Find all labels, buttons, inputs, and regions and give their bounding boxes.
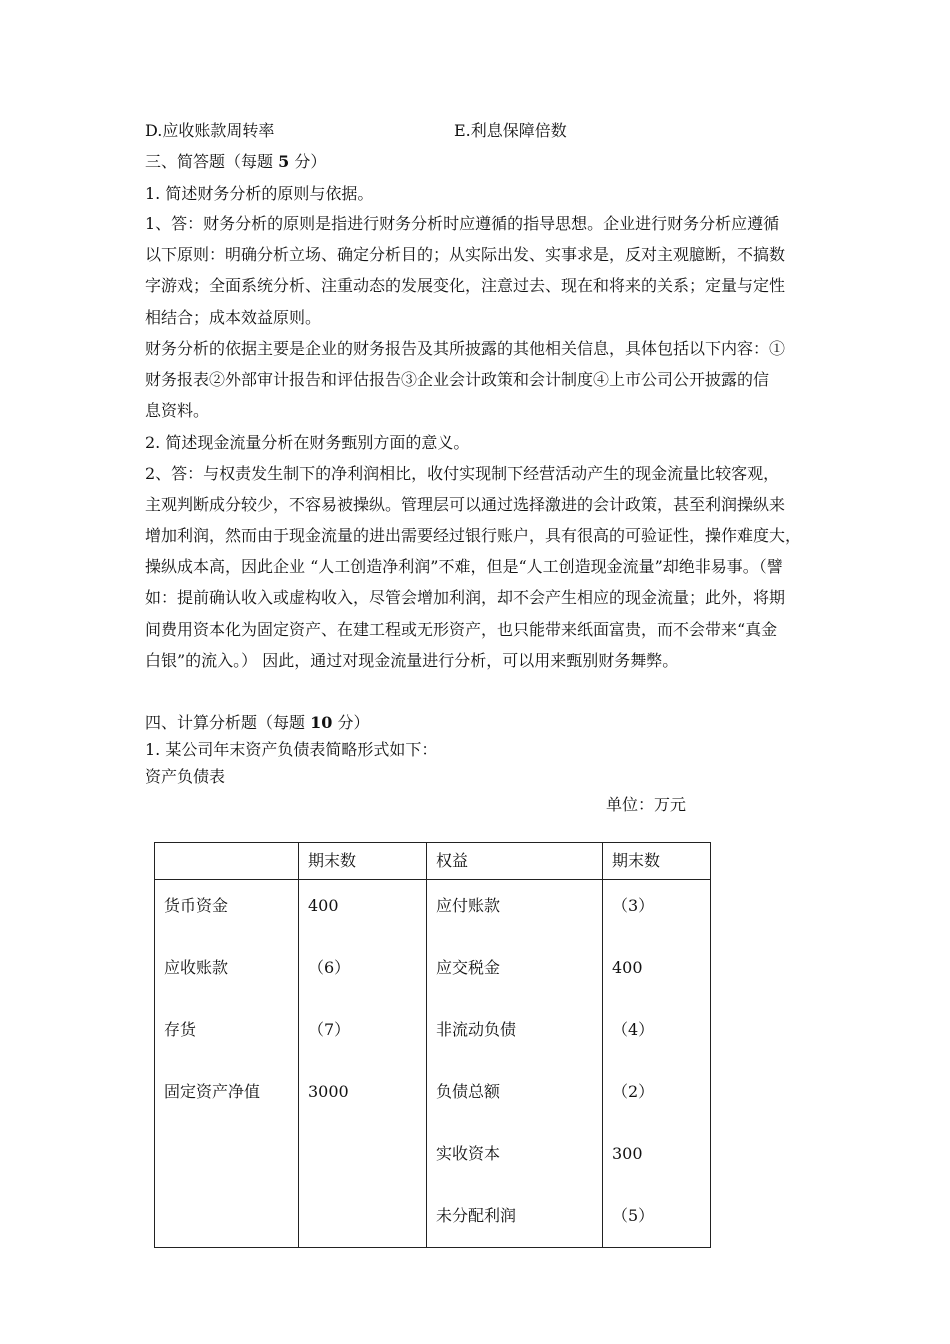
answer-2-line: 间费用资本化为固定资产、在建工程或无形资产，也只能带来纸面富贵，而不会带来“真金 [145, 620, 778, 639]
answer-1-line: 1、答：财务分析的原则是指进行财务分析时应遵循的指导思想。企业进行财务分析应遵循 [145, 214, 780, 233]
table-cell [299, 1134, 427, 1196]
table-cell [155, 1196, 299, 1248]
answer-1-line: 字游戏；全面系统分析、注重动态的发展变化，注意过去、现在和将来的关系；定量与定性 [145, 276, 786, 295]
unit-label: 单位：万元 [606, 795, 687, 814]
section-4-points: 10 [310, 713, 333, 732]
question-1: 1. 简述财务分析的原则与依据。 [145, 184, 374, 203]
table-cell: 应付账款 [427, 880, 603, 948]
option-d: D.应收账款周转率 [145, 121, 275, 140]
table-header-row [155, 843, 711, 880]
answer-1-line: 财务分析的依据主要是企业的财务报告及其所披露的其他相关信息，具体包括以下内容：① [145, 339, 786, 358]
answer-2-line: 如：提前确认收入或虚构收入，尽管会增加利润，却不会产生相应的现金流量；此外，将期 [145, 588, 786, 607]
section-3-points: 5 [278, 152, 290, 171]
table-row [155, 880, 711, 948]
answer-2-line: 白银”的流入。） 因此，通过对现金流量进行分析，可以用来甄别财务舞弊。 [145, 651, 679, 670]
table-cell: （7） [299, 1010, 427, 1072]
table-cell: 400 [603, 948, 711, 1010]
options-row [145, 121, 567, 141]
table-cell: 应收账款 [155, 948, 299, 1010]
section-4-heading-suffix: 分） [332, 713, 370, 732]
header-cell [155, 843, 299, 880]
answer-1-line: 以下原则：明确分析立场、确定分析目的；从实际出发、实事求是，反对主观臆断，不搞数 [145, 245, 786, 264]
table-cell: 未分配利润 [427, 1196, 603, 1248]
table-cell [155, 1134, 299, 1196]
table-row [155, 948, 711, 1010]
table-cell: 3000 [299, 1072, 427, 1134]
table-cell: 存货 [155, 1010, 299, 1072]
table-cell: 固定资产净值 [155, 1072, 299, 1134]
section-3-heading-suffix: 分） [289, 152, 327, 171]
table-cell: （5） [603, 1196, 711, 1248]
table-cell [299, 1196, 427, 1248]
answer-2-line: 操纵成本高，因此企业 “人工创造净利润”不难，但是“人工创造现金流量”却绝非易事。（譬 [145, 557, 783, 576]
section-4-heading-text: 四、计算分析题（每题 [145, 713, 311, 732]
table-cell: 负债总额 [427, 1072, 603, 1134]
table-row [155, 1196, 711, 1248]
table-cell: 400 [299, 880, 427, 948]
header-cell: 期末数 [299, 843, 427, 880]
calc-question-1: 1. 某公司年末资产负债表简略形式如下： [145, 740, 438, 759]
balance-sheet-table [154, 842, 711, 1248]
table-cell: 应交税金 [427, 948, 603, 1010]
answer-2-line: 增加利润，然而由于现金流量的进出需要经过银行账户，具有很高的可验证性，操作难度大， [145, 526, 802, 545]
answer-2-line: 主观判断成分较少，不容易被操纵。管理层可以通过选择激进的会计政策，甚至利润操纵来 [145, 495, 786, 514]
answer-1-line: 相结合；成本效益原则。 [145, 308, 322, 327]
table-cell: （4） [603, 1010, 711, 1072]
table-row [155, 1010, 711, 1072]
section-3-heading-text: 三、简答题（每题 [145, 152, 279, 171]
table-cell: （2） [603, 1072, 711, 1134]
table-title: 资产负债表 [145, 767, 226, 786]
option-e: E.利息保障倍数 [454, 121, 567, 140]
section-4-heading [145, 713, 369, 733]
table-cell: 非流动负债 [427, 1010, 603, 1072]
table-cell: 300 [603, 1134, 711, 1196]
answer-2-line: 2、答：与权责发生制下的净利润相比，收付实现制下经营活动产生的现金流量比较客观， [145, 464, 780, 483]
table-cell: （6） [299, 948, 427, 1010]
answer-1-line: 息资料。 [145, 401, 210, 420]
section-3-heading [145, 152, 326, 172]
answer-1-line: 财务报表②外部审计报告和评估报告③企业会计政策和会计制度④上市公司公开披露的信 [145, 370, 770, 389]
table-row [155, 1134, 711, 1196]
table-cell: （3） [603, 880, 711, 948]
question-2: 2. 简述现金流量分析在财务甄别方面的意义。 [145, 433, 470, 452]
table-cell: 货币资金 [155, 880, 299, 948]
header-cell: 权益 [427, 843, 603, 880]
table-cell: 实收资本 [427, 1134, 603, 1196]
header-cell: 期末数 [603, 843, 711, 880]
table-row [155, 1072, 711, 1134]
